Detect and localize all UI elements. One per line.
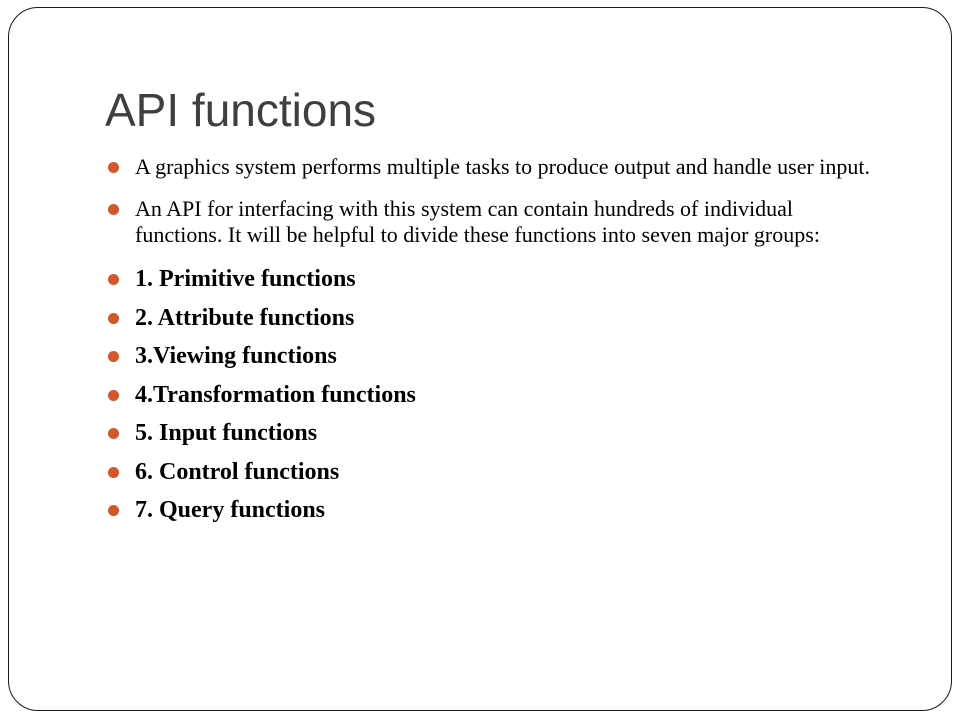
bullet-dot-icon <box>108 351 119 362</box>
function-group-item <box>108 457 878 487</box>
bullet-dot-icon <box>108 313 119 324</box>
bullet-dot-icon <box>108 204 119 215</box>
function-group-label: 6. Control functions <box>135 458 340 485</box>
function-group-item <box>108 380 878 410</box>
function-group-item <box>108 303 878 333</box>
bullet-dot-icon <box>108 390 119 401</box>
bullet-dot-icon <box>108 505 119 516</box>
function-group-label: 2. Attribute functions <box>135 304 355 331</box>
bullet-list <box>108 154 878 534</box>
bullet-text: A graphics system performs multiple tasks to produce output and handle user input. <box>135 154 871 179</box>
function-group-item <box>108 495 878 525</box>
bullet-dot-icon <box>108 467 119 478</box>
function-group-label: 7. Query functions <box>135 497 326 523</box>
function-group-label: 3.Viewing functions <box>135 343 337 369</box>
function-group-item <box>108 418 878 448</box>
bullet-item <box>108 196 878 248</box>
slide-title: API functions <box>105 84 377 136</box>
function-group-item <box>108 341 878 371</box>
bullet-dot-icon <box>108 428 119 439</box>
bullet-item <box>108 154 878 180</box>
bullet-dot-icon <box>108 162 119 173</box>
function-group-label: 5. Input functions <box>135 420 318 446</box>
function-group-item <box>108 264 878 294</box>
bullet-text: An API for interfacing with this system can contain hundreds of individual functions. It will be helpful to divide these functions into seven major groups: <box>135 196 820 247</box>
bullet-dot-icon <box>108 274 119 285</box>
function-group-label: 4.Transformation functions <box>135 381 416 408</box>
function-group-label: 1. Primitive functions <box>135 266 356 292</box>
